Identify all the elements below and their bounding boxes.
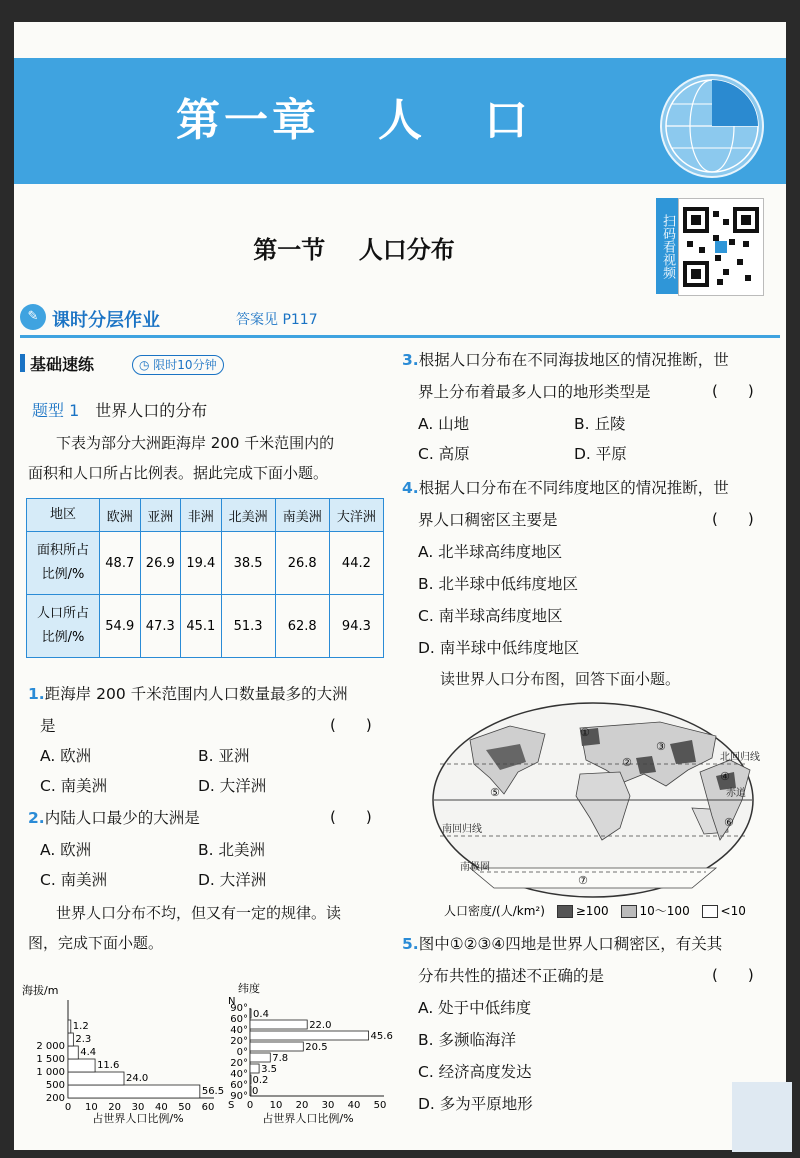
qr-code[interactable] [678, 198, 764, 296]
option-b[interactable]: B. 丘陵 [574, 415, 626, 433]
row-label-line2: 比例/% [41, 630, 85, 645]
table-row-label [27, 532, 100, 595]
option-b[interactable]: B. 多濒临海洋 [418, 1031, 516, 1049]
data-label: 22.0 [309, 1020, 332, 1031]
option-c[interactable]: C. 南半球高纬度地区 [418, 607, 563, 625]
table-row [27, 532, 384, 595]
legend-swatch-sparse [702, 905, 718, 918]
intro2-line1: 世界人口分布不均，但又有一定的规律。读 [56, 904, 342, 922]
map-marker: ⑦ [578, 874, 588, 887]
question-text: 内陆人口最少的大洲是 [44, 809, 200, 827]
row-label-line1: 面积所占 [36, 543, 89, 558]
data-label: 20.5 [305, 1042, 328, 1053]
y-tick-label: 60° [230, 1080, 248, 1091]
homework-icon: ✎ [20, 304, 46, 330]
world-population-map [430, 700, 760, 900]
option-b[interactable]: B. 北美洲 [198, 841, 265, 859]
bar [68, 1085, 200, 1098]
map-label-antarctic: 南极圈 [460, 862, 490, 873]
globe-icon [660, 74, 764, 178]
question-5-stem [402, 932, 722, 954]
table-cell: 51.3 [221, 595, 275, 658]
question-text: 根据人口分布在不同纬度地区的情况推断，世 [418, 479, 729, 497]
chapter-title: 第一章 人 口 [176, 95, 532, 146]
page-curl [732, 1082, 792, 1152]
row-label-line1: 人口所占 [36, 606, 89, 621]
answer-blank[interactable]: ( ) [712, 510, 754, 528]
bar [68, 1059, 95, 1072]
x-tick-label: 60 [201, 1102, 215, 1113]
x-tick-label: 20 [108, 1102, 122, 1113]
y-tick-label: 90° [230, 1091, 248, 1102]
y-tick-label: 40° [230, 1025, 248, 1036]
map-label-south-tropic: 南回归线 [442, 824, 482, 835]
data-label: 3.5 [261, 1064, 278, 1075]
legend-item: <10 [720, 904, 746, 918]
legend-swatch-medium [621, 905, 637, 918]
answer-ref: 答案见 P117 [236, 312, 318, 328]
y-tick-label: 20° [230, 1058, 248, 1069]
data-label: 0.2 [252, 1075, 269, 1086]
option-c[interactable]: C. 南美洲 [40, 871, 108, 889]
option-d[interactable]: D. 大洋洲 [198, 777, 267, 795]
map-marker: ④ [720, 770, 730, 783]
section-marker [20, 354, 25, 372]
row-label-line2: 比例/% [41, 567, 85, 582]
option-b[interactable]: B. 亚洲 [198, 747, 250, 765]
table-header-cell: 地区 [27, 499, 100, 532]
map-marker: ① [580, 726, 590, 739]
map-marker: ② [622, 756, 632, 769]
intro3: 读世界人口分布图，回答下面小题。 [440, 670, 681, 688]
table-header-cell: 非洲 [181, 499, 222, 532]
table-cell: 44.2 [329, 532, 383, 595]
homework-bar [20, 302, 660, 334]
option-a[interactable]: A. 处于中低纬度 [418, 999, 532, 1017]
latitude-chart [208, 980, 393, 1126]
bar [250, 1031, 369, 1040]
data-label: 11.6 [97, 1060, 120, 1071]
y-tick-label: 0° [236, 1047, 248, 1058]
x-tick-label: 40 [154, 1102, 168, 1113]
x-tick-label: 0 [64, 1102, 72, 1113]
table-cell: 94.3 [329, 595, 383, 658]
data-label: 45.6 [370, 1031, 393, 1042]
topic-heading [32, 398, 207, 421]
question-number: 3. [402, 351, 419, 369]
data-label: 56.5 [201, 1086, 225, 1097]
map-legend [444, 902, 746, 919]
x-axis-label: 占世界人口比例/% [262, 1112, 354, 1125]
bar [68, 1046, 78, 1059]
answer-blank[interactable]: ( ) [330, 716, 372, 734]
bar [250, 1075, 251, 1084]
option-d[interactable]: D. 多为平原地形 [418, 1095, 533, 1113]
option-d[interactable]: D. 大洋洲 [198, 871, 267, 889]
y-tick-label: 200 [45, 1093, 65, 1104]
y-tick-label: 90° [230, 1003, 248, 1014]
divider [20, 335, 780, 338]
question-number: 2. [28, 809, 45, 827]
qr-label: 扫码看视频 [656, 198, 678, 294]
question-number: 1. [28, 685, 45, 703]
homework-title: 课时分层作业 [52, 310, 160, 331]
data-label: 4.4 [80, 1047, 97, 1058]
x-tick-label: 0 [246, 1100, 254, 1111]
table-header-cell: 北美洲 [221, 499, 275, 532]
question-1-stem [28, 682, 348, 704]
answer-blank[interactable]: ( ) [712, 382, 754, 400]
option-d[interactable]: D. 平原 [574, 445, 627, 463]
altitude-chart [18, 980, 228, 1126]
intro1-line2: 面积和人口所占比例表。据此完成下面小题。 [28, 464, 329, 482]
y-tick-label: 60° [230, 1014, 248, 1025]
x-tick-label: 30 [321, 1100, 335, 1111]
question-number: 5. [402, 935, 419, 953]
table-cell: 19.4 [181, 532, 222, 595]
question-3-line2: 界上分布着最多人口的地形类型是 [418, 383, 651, 401]
topic-title: 世界人口的分布 [95, 401, 208, 420]
y-tick-label: 1 000 [36, 1067, 65, 1078]
option-b[interactable]: B. 北半球中低纬度地区 [418, 575, 578, 593]
option-d[interactable]: D. 南半球中低纬度地区 [418, 639, 580, 657]
topic-prefix: 题型 1 [32, 401, 80, 420]
x-tick-label: 50 [178, 1102, 192, 1113]
bar [250, 1020, 307, 1029]
table-header-cell: 亚洲 [140, 499, 181, 532]
option-c[interactable]: C. 高原 [418, 445, 470, 463]
option-a[interactable]: A. 山地 [418, 415, 470, 433]
data-label: 24.0 [126, 1073, 149, 1084]
legend-item: 10～100 [639, 904, 690, 918]
table-header-cell: 大洋洲 [329, 499, 383, 532]
y-axis-label: 纬度 [238, 982, 260, 995]
bar [250, 1064, 259, 1073]
timer-label: 限时10分钟 [153, 358, 217, 372]
y-tick-label: 40° [230, 1069, 248, 1080]
data-label: 0 [252, 1086, 259, 1097]
table-cell: 47.3 [140, 595, 181, 658]
option-c[interactable]: C. 经济高度发达 [418, 1063, 532, 1081]
x-tick-label: 50 [373, 1100, 387, 1111]
x-tick-label: 10 [84, 1102, 98, 1113]
question-2-stem [28, 806, 200, 828]
data-label: 1.2 [72, 1021, 89, 1032]
bar [250, 1053, 270, 1062]
table-cell: 62.8 [275, 595, 329, 658]
intro1-line1: 下表为部分大洲距海岸 200 千米范围内的 [56, 434, 335, 452]
x-tick-label: 20 [295, 1100, 309, 1111]
legend-swatch-dense [557, 905, 573, 918]
x-tick-label: 30 [131, 1102, 145, 1113]
table-cell: 38.5 [221, 532, 275, 595]
data-table [26, 498, 384, 658]
data-label: 7.8 [272, 1053, 289, 1064]
bar [250, 1009, 251, 1018]
question-text: 距海岸 200 千米范围内人口数量最多的大洲 [44, 685, 348, 703]
y-axis-label: 海拔/m [22, 984, 59, 997]
data-label: 2.3 [75, 1034, 92, 1045]
x-tick-label: 10 [269, 1100, 283, 1111]
question-number: 4. [402, 479, 419, 497]
option-a[interactable]: A. 欧洲 [40, 841, 92, 859]
intro2-line2: 图，完成下面小题。 [28, 934, 164, 952]
south-label: S [228, 1100, 235, 1111]
timer-badge [132, 355, 224, 375]
bar [250, 1042, 303, 1051]
table-cell: 48.7 [100, 532, 141, 595]
y-tick-label: 2 000 [36, 1041, 65, 1052]
bar [68, 1020, 71, 1033]
section-title: 第一节 人口分布 [253, 236, 455, 264]
answer-blank[interactable]: ( ) [712, 966, 754, 984]
table-cell: 26.8 [275, 532, 329, 595]
table-row [27, 595, 384, 658]
table-cell: 26.9 [140, 532, 181, 595]
table-cell: 45.1 [181, 595, 222, 658]
y-tick-label: 500 [45, 1080, 65, 1091]
question-4-stem [402, 476, 729, 498]
table-cell: 54.9 [100, 595, 141, 658]
x-axis-label: 占世界人口比例/% [92, 1112, 184, 1125]
table-row-label [27, 595, 100, 658]
table-header-row [27, 499, 384, 532]
table-header-cell: 南美洲 [275, 499, 329, 532]
question-4-line2: 界人口稠密区主要是 [418, 511, 558, 529]
bar [250, 1086, 251, 1095]
clock-icon: ◷ [139, 358, 154, 372]
map-label-equator: 赤道 [726, 788, 746, 799]
bar [68, 1072, 124, 1085]
question-3-stem [402, 348, 729, 370]
bar [68, 1033, 73, 1046]
y-tick-label: 1 500 [36, 1054, 65, 1065]
map-marker: ⑤ [490, 786, 500, 799]
option-a[interactable]: A. 欧洲 [40, 747, 92, 765]
option-a[interactable]: A. 北半球高纬度地区 [418, 543, 563, 561]
legend-item: ≥100 [575, 904, 609, 918]
question-5-line2: 分布共性的描述不正确的是 [418, 967, 605, 985]
option-c[interactable]: C. 南美洲 [40, 777, 108, 795]
legend-title: 人口密度/(人/km²) [444, 904, 545, 918]
x-tick-label: 40 [347, 1100, 361, 1111]
textbook-page [14, 22, 786, 1150]
north-label: N [228, 996, 236, 1007]
question-text: 图中①②③④四地是世界人口稠密区，有关其 [418, 935, 723, 953]
answer-blank[interactable]: ( ) [330, 808, 372, 826]
y-tick-label: 20° [230, 1036, 248, 1047]
table-header-cell: 欧洲 [100, 499, 141, 532]
question-1-line2: 是 [40, 717, 56, 735]
basic-title: 基础速练 [30, 355, 95, 374]
map-marker: ⑥ [724, 816, 734, 829]
map-marker: ③ [656, 740, 666, 753]
map-label-north-tropic: 北回归线 [720, 752, 760, 763]
question-text: 根据人口分布在不同海拔地区的情况推断，世 [418, 351, 729, 369]
data-label: 0.4 [253, 1009, 269, 1020]
